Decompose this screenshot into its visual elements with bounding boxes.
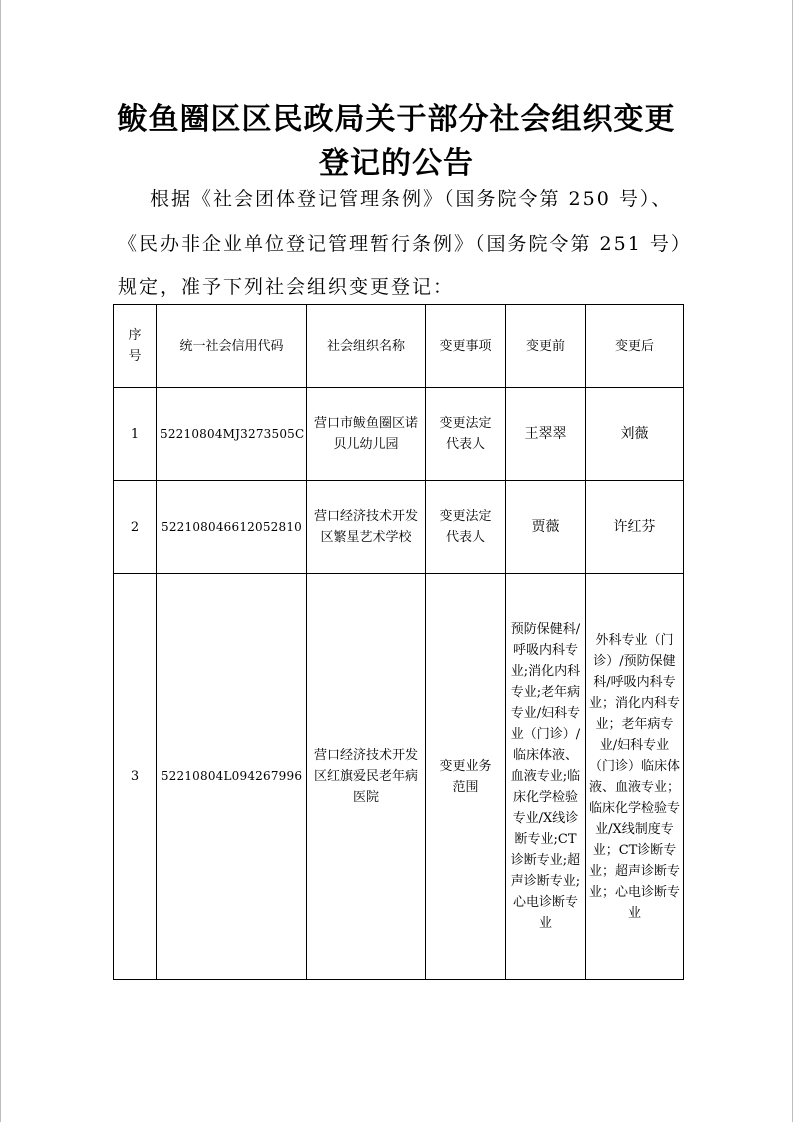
document-title-line1: 鲅鱼圈区区民政局关于部分社会组织变更	[117, 102, 676, 137]
table-row	[114, 481, 684, 574]
row-change-item: 变更业务范围	[426, 574, 506, 980]
row-after-scope: 外科专业（门诊）/预防保健科/呼吸内科专业；消化内科专业；老年病专业/妇科专业（门诊）临床体液、血液专业；临床化学检验专业/X线制度专业；CT诊断专业；超声诊断专业；心电诊断专业	[586, 574, 684, 980]
header-before: 变更前	[506, 305, 586, 388]
row-after: 刘薇	[586, 388, 684, 481]
row-before: 贾薇	[506, 481, 586, 574]
intro-line2: 《民办非企业单位登记管理暂行条例》（国务院令第 251 号）	[118, 233, 692, 255]
row-after: 许红芬	[586, 481, 684, 574]
intro-line3: 规定，准予下列社会组织变更登记：	[118, 276, 455, 298]
table-header-row	[114, 305, 684, 388]
table-row	[114, 574, 684, 980]
row-serial: 2	[114, 481, 157, 574]
header-after: 变更后	[586, 305, 684, 388]
change-registration-table	[113, 304, 684, 980]
row-change-item: 变更法定代表人	[426, 388, 506, 481]
table-row	[114, 388, 684, 481]
row-change-item: 变更法定代表人	[426, 481, 506, 574]
header-serial: 序号	[114, 305, 157, 388]
document-title-line2: 登记的公告	[319, 146, 474, 181]
row-org-name: 营口经济技术开发区红旗爱民老年病医院	[307, 574, 426, 980]
row-credit-code: 52210804MJ3273505C	[157, 388, 307, 481]
row-credit-code: 52210804L094267996	[157, 574, 307, 980]
header-change-item: 变更事项	[426, 305, 506, 388]
row-serial: 1	[114, 388, 157, 481]
header-org-name: 社会组织名称	[307, 305, 426, 388]
row-org-name: 营口经济技术开发区繁星艺术学校	[307, 481, 426, 574]
intro-line1: 根据《社会团体登记管理条例》（国务院令第 250 号）、	[150, 188, 673, 210]
row-serial: 3	[114, 574, 157, 980]
row-credit-code: 522108046612052810	[157, 481, 307, 574]
row-org-name: 营口市鲅鱼圈区诺贝儿幼儿园	[307, 388, 426, 481]
header-credit-code: 统一社会信用代码	[157, 305, 307, 388]
row-before-scope: 预防保健科/呼吸内科专业;消化内科专业;老年病专业/妇科专业（门诊）/临床体液、血液专业;临床化学检验专业/X线诊断专业;CT诊断专业;超声诊断专业;心电诊断专业	[506, 574, 586, 980]
row-before: 王翠翠	[506, 388, 586, 481]
